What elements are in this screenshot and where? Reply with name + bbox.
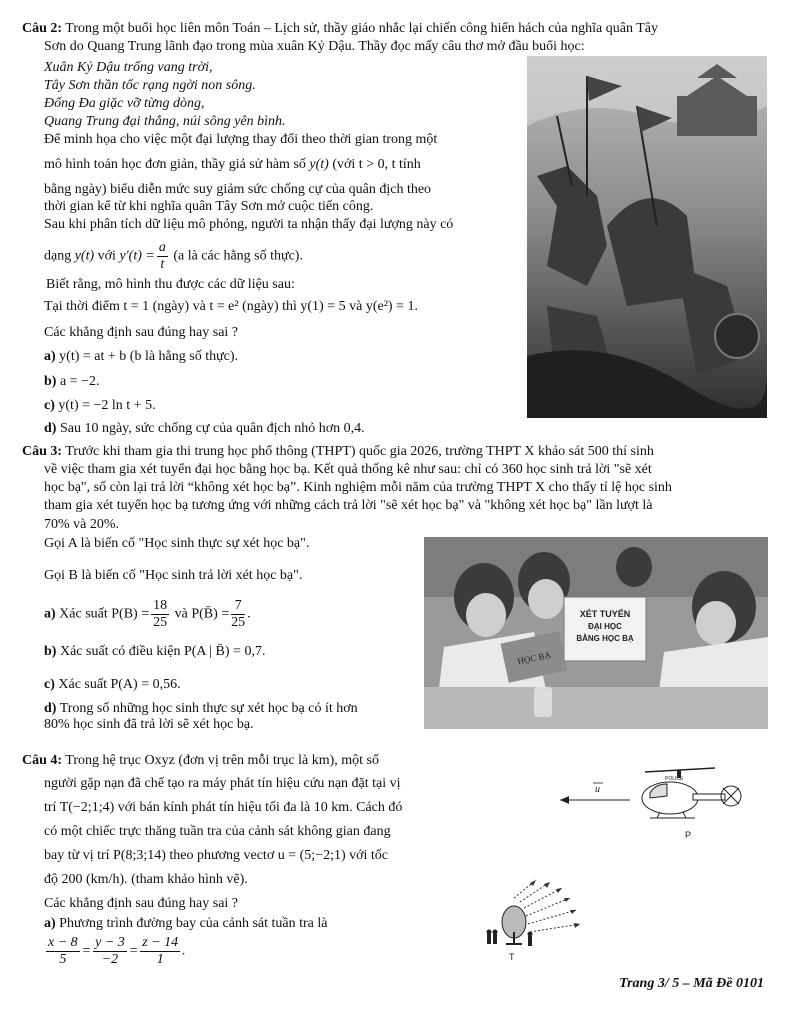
q4-line1: Câu 4: Trong hệ trục Oxyz (đơn vị trên mỗi trục là km), một số [22, 753, 379, 768]
fraction-7-25: $\frac{7}{25}$ [231, 598, 246, 630]
q2-p1d: thời gian kể từ khi nghĩa quân Tây Sơn mở cuộc tiến công. [44, 199, 374, 214]
q2-p1a: Để minh họa cho việc một đại lượng thay đổi theo thời gian trong một [44, 132, 438, 147]
q3-title: Câu 3: [22, 444, 63, 459]
poem-line-4: Quang Trung đại thắng, núi sông yên bình. [44, 114, 286, 129]
students-photo [424, 537, 768, 729]
fraction-a-over-t: $\frac{a}{t}$ [158, 240, 166, 272]
q3-line5: 70% và 20%. [44, 517, 120, 532]
q2-p1b: mô hình toán học đơn giản, thầy giả sử hàm số y(t) (với t > 0, t tính [44, 157, 421, 172]
q4-line4: có một chiếc trực thăng tuần tra của cảnh sát không gian đang [44, 824, 391, 839]
q3-item-d: d) Trong số những học sinh thực sự xét học bạ có ít hơn [44, 701, 358, 716]
q2-item-a: a) y(t) = at + b (b là hằng số thực). [44, 349, 239, 364]
q3-item-d-cont: 80% học sinh đã trả lời sẽ xét học bạ. [44, 717, 254, 732]
fraction-18-25: $\frac{18}{25}$ [153, 598, 168, 630]
q3-line2: về việc tham gia xét tuyển đại học bằng học bạ. Kết quả thống kê như sau: chỉ có 360 học sinh trả lời "sẽ xét [44, 462, 652, 477]
q4-line6: độ 200 (km/h). (tham khảo hình vẽ). [44, 872, 248, 887]
q3-item-a: a) Xác suất P(B) = $\frac{18}{25}$ và P(B̄) = $\frac{7}{25}$ . [44, 598, 251, 630]
photo-sign-line3: BẰNG HỌC BẠ [576, 634, 634, 643]
fraction-z: $\frac{z - 14}{1}$ [142, 935, 179, 967]
q3-line4: tham gia xét tuyển học bạ tương ứng với những cách trả lời "sẽ xét học bạ" và "không xét học bạ" lần lượt là [44, 498, 653, 513]
vector-u-label: u [595, 784, 600, 795]
q2-item-c: c) y(t) = −2 ln t + 5. [44, 398, 156, 413]
q2-p2a: Sau khi phân tích dữ liệu mô phỏng, người ta nhận thấy đại lượng này có [44, 217, 454, 232]
q4-line2: người gặp nạn đã chế tạo ra máy phát tín hiệu cứu nạn đặt tại vị [44, 776, 401, 791]
q4-p5: Các khẳng định sau đúng hay sai ? [44, 896, 239, 911]
q3-eventA: Gọi A là biến cố "Học sinh thực sự xét học bạ". [44, 536, 310, 551]
police-label: POLICE [665, 776, 684, 782]
q2-title: Câu 2: [22, 21, 63, 36]
signal-figure [480, 872, 590, 964]
q2-item-d: d) Sau 10 ngày, sức chống cự của quân địch nhỏ hơn 0,4. [44, 421, 365, 436]
helicopter-figure [555, 760, 745, 840]
q4-line3: trí T(−2;1;4) với bán kính phát tín hiệu tối đa là 10 km. Cách đó [44, 800, 403, 815]
q3-item-c: c) Xác suất P(A) = 0,56. [44, 677, 181, 692]
q2-p4: Tại thời điểm t = 1 (ngày) và t = e² (ngày) thì y(1) = 5 và y(e²) = 1. [44, 299, 418, 314]
q2-p3: Biết rằng, mô hình thu được các dữ liệu sau: [46, 277, 295, 292]
photo-book-text: HỌC BẠ [516, 649, 552, 667]
q3-line1: Câu 3: Trước khi tham gia thi trung học phổ thông (THPT) quốc gia 2026, trường THPT X khảo sát 500 thí sinh [22, 444, 654, 459]
q2-line1: Câu 2: Trong một buổi học liên môn Toán – Lịch sử, thầy giáo nhắc lại chiến công hiển hách của nghĩa quân Tây [22, 21, 658, 36]
fraction-x: $\frac{x - 8}{5}$ [48, 935, 78, 967]
q4-item-a: a) Phương trình đường bay của cảnh sát tuần tra là [44, 916, 328, 931]
q3-line3: học bạ", số còn lại trả lời “không xét học bạ”. Kinh nghiệm mỗi năm của trường THPT X cho thấy tỉ lệ học sinh [44, 480, 672, 495]
point-T-label: T [509, 952, 515, 962]
q2-p1c: bằng ngày) biểu diễn mức suy giảm sức chống cự của quân địch theo [44, 182, 432, 197]
line-equation: $\frac{x - 8}{5}$ = $\frac{y - 3}{-2}$ = $\frac{z - 14}{1}$ . [48, 935, 186, 967]
q4-title: Câu 4: [22, 753, 63, 768]
q3-eventB: Gọi B là biến cố "Học sinh trả lời xét học bạ". [44, 568, 303, 583]
fraction-y: $\frac{y - 3}{-2}$ [95, 935, 125, 967]
poem-line-1: Xuân Kỷ Dậu trống vang trời, [44, 60, 213, 75]
photo-sign-line1: XÉT TUYỂN [579, 609, 631, 619]
q2-item-b: b) a = −2. [44, 374, 100, 389]
page-footer: Trang 3/ 5 – Mã Đề 0101 [619, 976, 764, 991]
poem-line-2: Tây Sơn thần tốc rạng ngời non sông. [44, 78, 256, 93]
q3-item-b: b) Xác suất có điều kiện P(A | B̄) = 0,7. [44, 644, 266, 659]
photo-sign-line2: ĐẠI HỌC [588, 622, 622, 631]
q2-line2: Sơn do Quang Trung lãnh đạo trong mùa xuân Kỷ Dậu. Thầy đọc mấy câu thơ mở đầu buổi học: [44, 39, 585, 54]
q2-p5: Các khẳng định sau đúng hay sai ? [44, 325, 239, 340]
point-P-label: P [685, 830, 692, 840]
poem-line-3: Đống Đa giặc vỡ từng dòng, [44, 96, 205, 111]
battle-illustration [527, 56, 767, 418]
q4-line5: bay từ vị trí P(8;3;14) theo phương vectơ u = (5;−2;1) với tốc [44, 848, 389, 863]
q2-p2b: dạng y(t) với y'(t) = $\frac{a}{t}$ (a là các hằng số thực). [44, 240, 303, 272]
